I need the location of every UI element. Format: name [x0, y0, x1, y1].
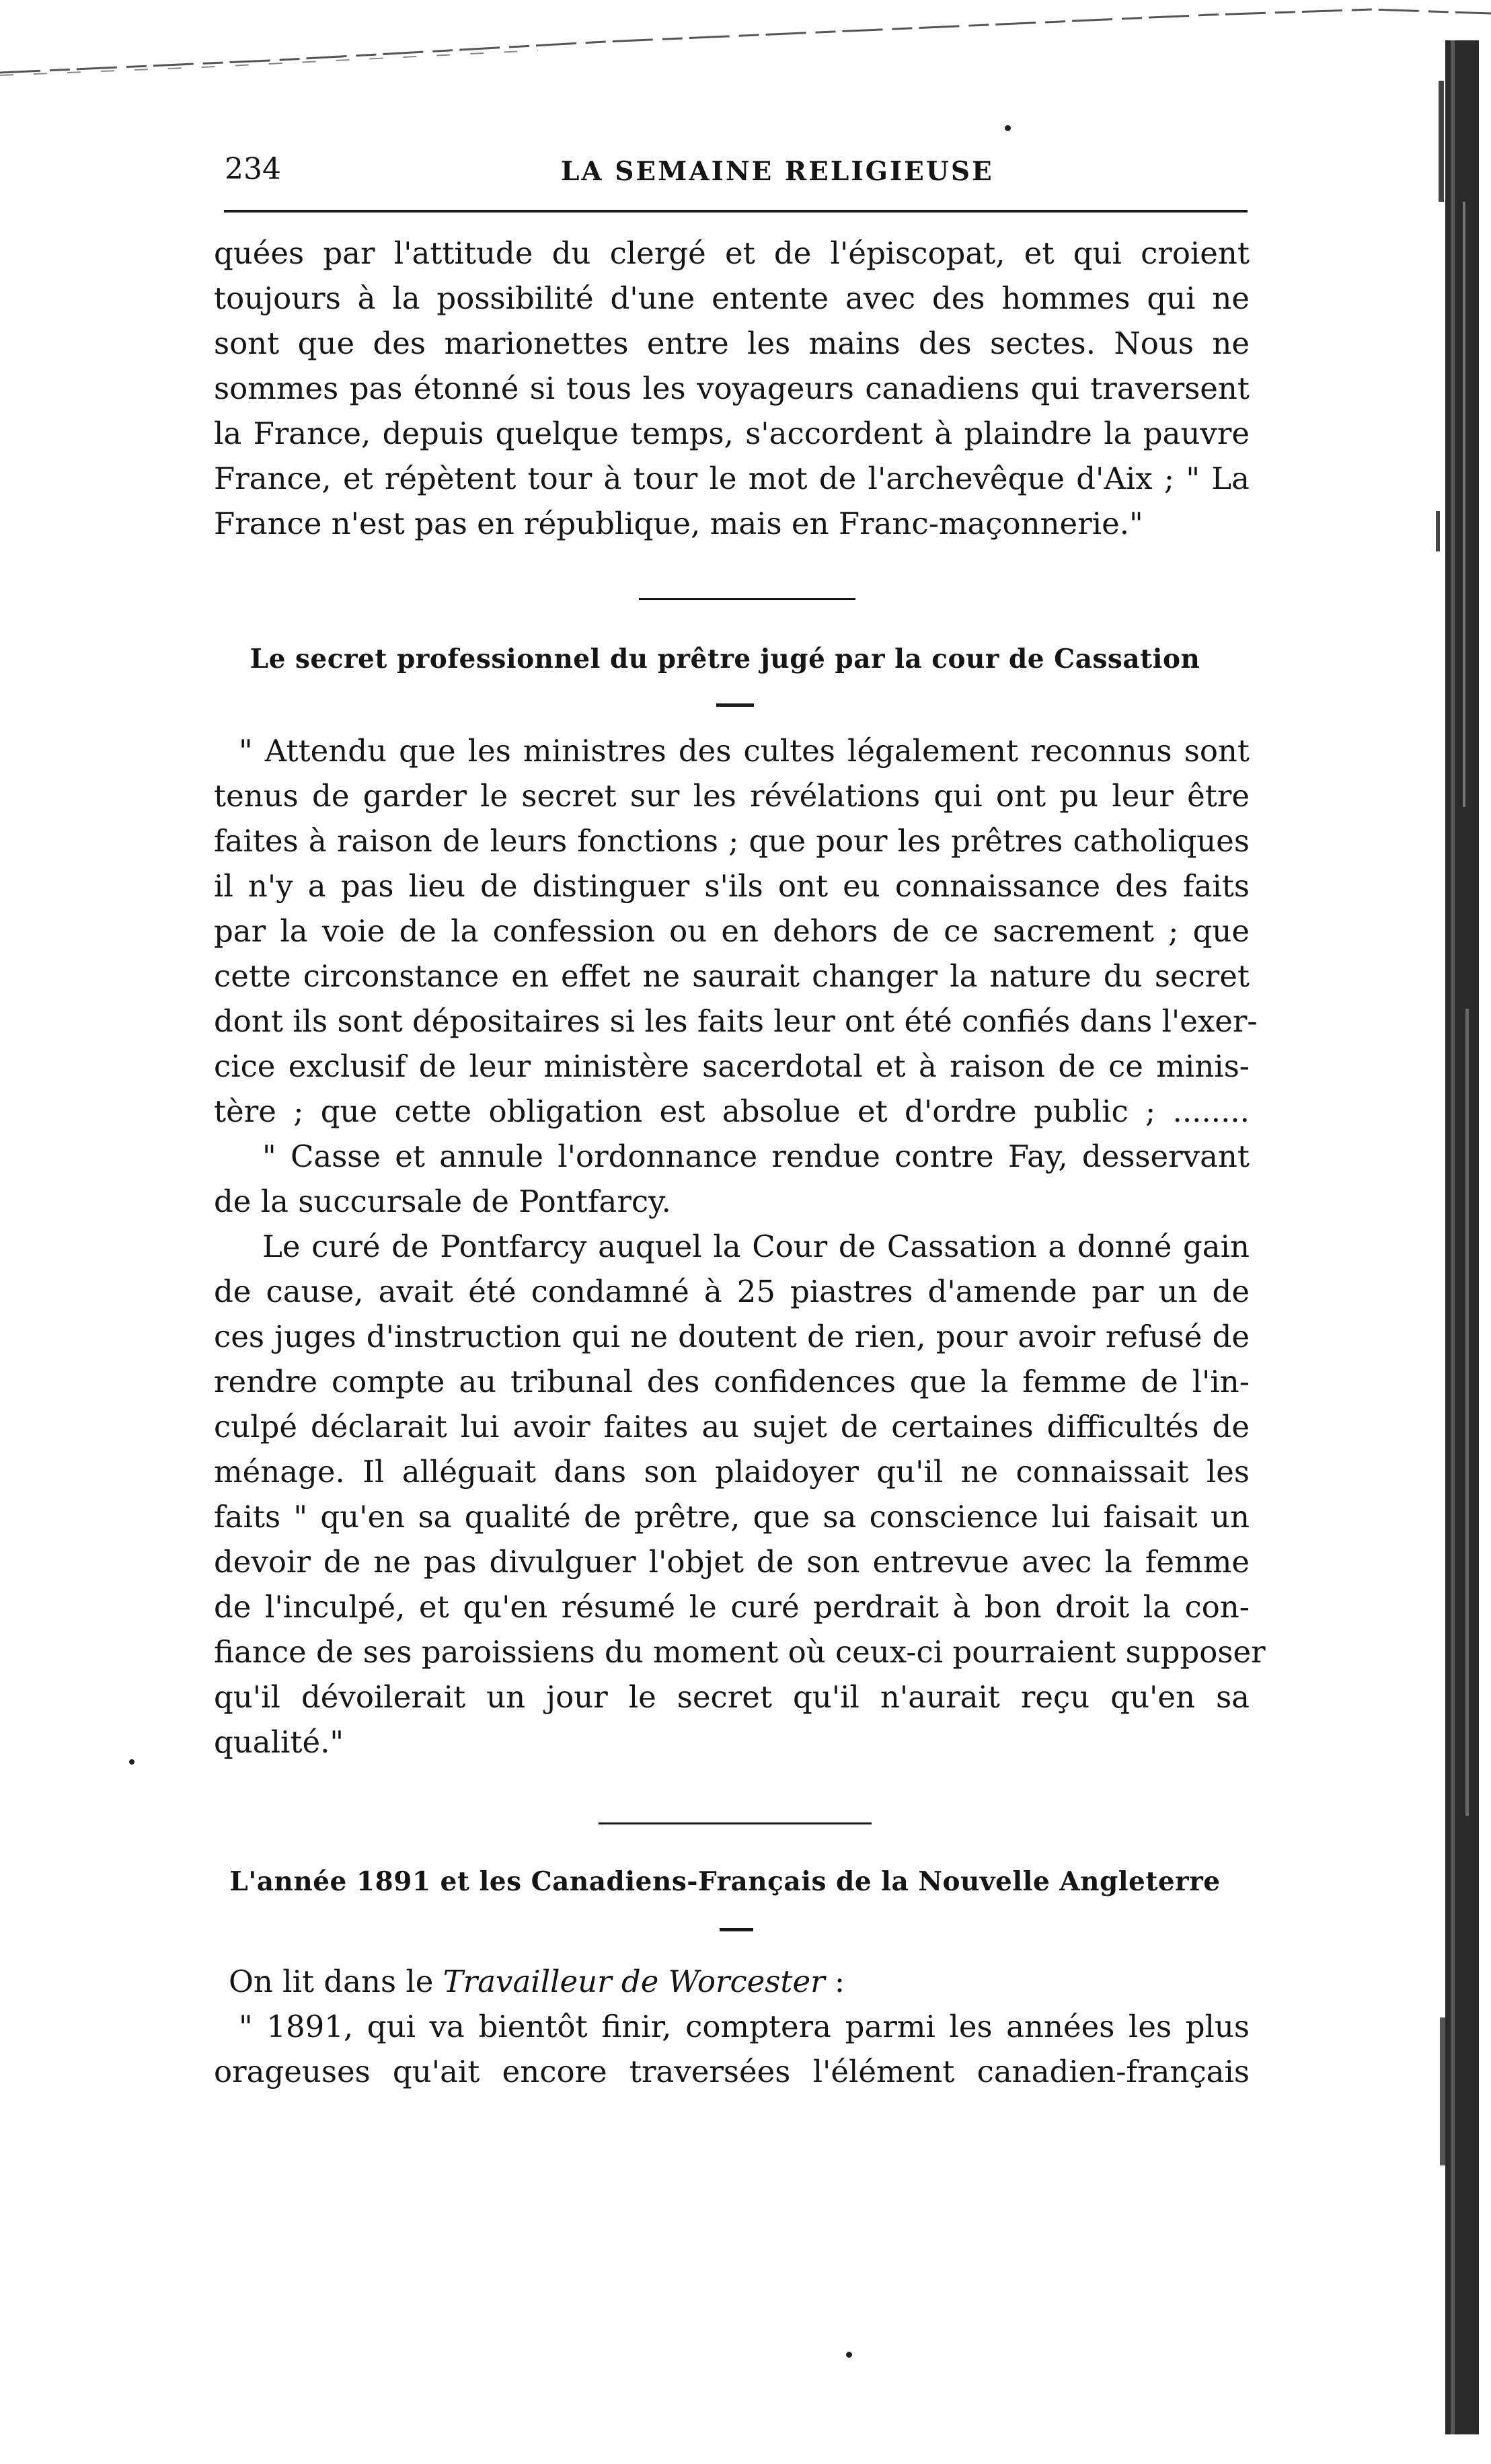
title-dash — [716, 703, 754, 707]
scan-speck — [846, 2352, 852, 2358]
intro-suffix: : — [825, 1964, 845, 1999]
header-rule — [224, 210, 1248, 213]
text-line: tère ; que cette obligation est absolue et d'ordre public ; ........ — [214, 1093, 1250, 1129]
section-title: L'année 1891 et les Canadiens-Français de la Nouvelle Angleterre — [229, 1866, 1221, 1897]
text-line: sont que des marionettes entre les mains des sectes. Nous ne — [214, 325, 1250, 361]
section-separator-rule — [639, 598, 855, 600]
text-line: dont ils sont dépositaires si les faits leur ont été confiés dans l'exer- — [214, 1003, 1258, 1039]
text-line: culpé déclarait lui avoir faites au sujet de certaines difficultés de — [214, 1409, 1250, 1445]
running-head: LA SEMAINE RELIGIEUSE — [561, 156, 994, 187]
section-title: Le secret professionnel du prêtre jugé par la cour de Cassation — [250, 644, 1200, 675]
intro-line — [229, 1960, 1250, 2003]
newspaper-title: Travailleur de Worcester — [443, 1964, 825, 1999]
title-dash — [720, 1928, 753, 1931]
text-line: tenus de garder le secret sur les révélations qui ont pu leur être — [214, 778, 1250, 814]
page-number: 234 — [225, 152, 281, 186]
text-line: ménage. Il alléguait dans son plaidoyer qu'il ne connaissait les — [214, 1454, 1250, 1490]
text-line: qu'il dévoilerait un jour le secret qu'il n'aurait reçu qu'en sa — [214, 1679, 1250, 1715]
text-line: de cause, avait été condamné à 25 piastres d'amende par un de — [214, 1274, 1250, 1309]
text-line: qualité." — [214, 1724, 344, 1760]
text-line: la France, depuis quelque temps, s'accordent à plaindre la pauvre — [214, 416, 1250, 451]
text-line: de l'inculpé, et qu'en résumé le curé perdrait à bon droit la con- — [214, 1589, 1250, 1625]
text-line: Le curé de Pontfarcy auquel la Cour de Cassation a donné gain — [262, 1229, 1250, 1264]
text-line: ces juges d'instruction qui ne doutent de rien, pour avoir refusé de — [214, 1319, 1250, 1354]
text-line: toujours à la possibilité d'une entente avec des hommes qui ne — [214, 280, 1250, 316]
text-line: France, et répètent tour à tour le mot de l'archevêque d'Aix ; " La — [214, 461, 1250, 496]
text-line: cette circonstance en effet ne saurait changer la nature du secret — [214, 958, 1250, 994]
text-line: faits " qu'en sa qualité de prêtre, que sa conscience lui faisait un — [214, 1499, 1250, 1535]
text-line: cice exclusif de leur ministère sacerdotal et à raison de ce minis- — [214, 1048, 1250, 1084]
text-line: par la voie de la confession ou en dehors de ce sacrement ; que — [214, 913, 1250, 949]
text-line: faites à raison de leurs fonctions ; que pour les prêtres catholiques — [214, 823, 1250, 859]
text-line: " Casse et annule l'ordonnance rendue contre Fay, desservant — [262, 1139, 1250, 1174]
scan-right-edge-artifact — [1430, 0, 1491, 2464]
text-line: sommes pas étonné si tous les voyageurs canadiens qui traversent — [214, 371, 1250, 406]
text-line: fiance de ses paroissiens du moment où ceux-ci pourraient supposer — [214, 1634, 1266, 1670]
text-line: France n'est pas en république, mais en Franc-maçonnerie." — [214, 506, 1143, 541]
intro-prefix: On lit dans le — [229, 1964, 443, 1999]
scan-top-edge-artifact — [0, 0, 1491, 87]
text-line: orageuses qu'ait encore traversées l'élément canadien-français — [214, 2054, 1250, 2089]
text-line: rendre compte au tribunal des confidences que la femme de l'in- — [214, 1364, 1250, 1399]
scan-speck — [1005, 125, 1011, 131]
text-line: il n'y a pas lieu de distinguer s'ils ont eu connaissance des faits — [214, 868, 1250, 904]
section-separator-rule — [599, 1822, 872, 1824]
text-line: quées par l'attitude du clergé et de l'épiscopat, et qui croient — [214, 235, 1250, 271]
text-line: devoir de ne pas divulguer l'objet de son entrevue avec la femme — [214, 1544, 1250, 1580]
text-line: " Attendu que les ministres des cultes légalement reconnus sont — [239, 733, 1250, 769]
scan-speck — [129, 1759, 135, 1765]
text-line: " 1891, qui va bientôt finir, comptera parmi les années les plus — [239, 2009, 1250, 2044]
text-line: de la succursale de Pontfarcy. — [214, 1184, 671, 1219]
